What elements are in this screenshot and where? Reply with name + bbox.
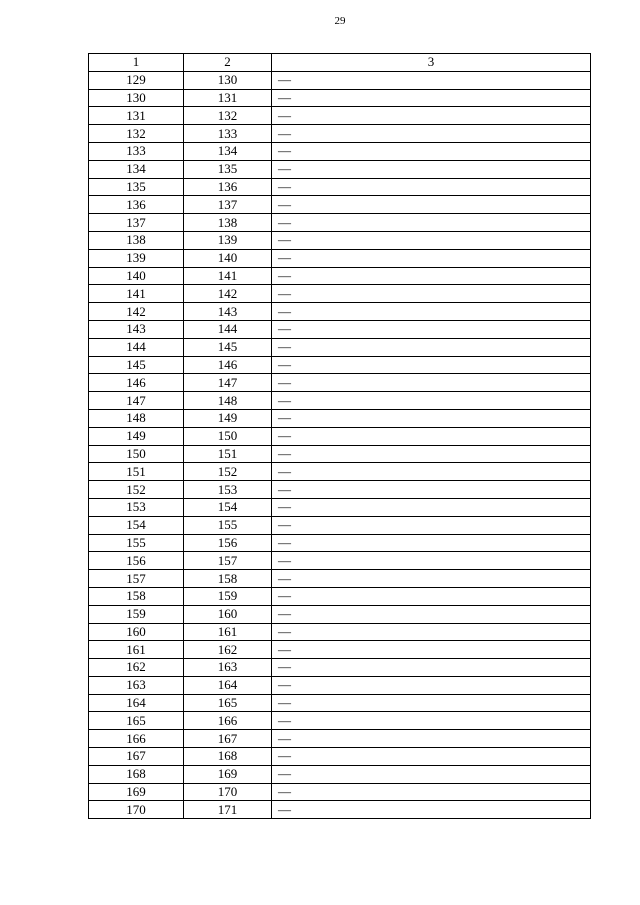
column-header-2: 2: [184, 54, 272, 72]
table-cell-col-1: 129: [89, 71, 184, 89]
table-cell-col-1: 166: [89, 730, 184, 748]
table-row: [89, 249, 591, 267]
table-cell-col-2: 130: [184, 71, 272, 89]
table-cell-col-3: —: [272, 160, 591, 178]
table-cell-col-1: 163: [89, 676, 184, 694]
table-cell-col-3: —: [272, 659, 591, 677]
data-table-container: [88, 53, 590, 819]
table-cell-col-2: 131: [184, 89, 272, 107]
table-cell-col-3: —: [272, 231, 591, 249]
table-cell-col-2: 141: [184, 267, 272, 285]
table-cell-col-2: 144: [184, 320, 272, 338]
table-cell-col-3: —: [272, 730, 591, 748]
table-cell-col-3: —: [272, 392, 591, 410]
table-cell-col-1: 147: [89, 392, 184, 410]
table-row: [89, 160, 591, 178]
table-cell-col-3: —: [272, 676, 591, 694]
table-cell-col-2: 157: [184, 552, 272, 570]
table-cell-col-2: 170: [184, 783, 272, 801]
table-cell-col-2: 139: [184, 231, 272, 249]
table-row: [89, 676, 591, 694]
table-cell-col-3: —: [272, 338, 591, 356]
table-cell-col-3: —: [272, 356, 591, 374]
table-cell-col-1: 170: [89, 801, 184, 819]
table-row: [89, 712, 591, 730]
table-cell-col-2: 145: [184, 338, 272, 356]
table-cell-col-3: —: [272, 445, 591, 463]
table-row: [89, 587, 591, 605]
table-row: [89, 463, 591, 481]
table-cell-col-1: 143: [89, 320, 184, 338]
table-cell-col-1: 138: [89, 231, 184, 249]
table-cell-col-3: —: [272, 427, 591, 445]
table-cell-col-3: —: [272, 748, 591, 766]
table-row: [89, 71, 591, 89]
table-row: [89, 552, 591, 570]
table-cell-col-3: —: [272, 71, 591, 89]
table-cell-col-2: 156: [184, 534, 272, 552]
table-row: [89, 89, 591, 107]
table-row: [89, 107, 591, 125]
table-cell-col-3: —: [272, 534, 591, 552]
table-cell-col-1: 160: [89, 623, 184, 641]
table-cell-col-1: 164: [89, 694, 184, 712]
table-cell-col-2: 152: [184, 463, 272, 481]
table-row: [89, 125, 591, 143]
table-cell-col-1: 169: [89, 783, 184, 801]
table-cell-col-1: 161: [89, 641, 184, 659]
table-cell-col-3: —: [272, 196, 591, 214]
table-header: [89, 54, 591, 72]
table-cell-col-1: 158: [89, 587, 184, 605]
column-header-1: 1: [89, 54, 184, 72]
table-cell-col-1: 144: [89, 338, 184, 356]
table-cell-col-3: —: [272, 463, 591, 481]
table-row: [89, 374, 591, 392]
table-cell-col-3: —: [272, 623, 591, 641]
table-cell-col-2: 135: [184, 160, 272, 178]
table-cell-col-3: —: [272, 125, 591, 143]
table-cell-col-3: —: [272, 801, 591, 819]
table-cell-col-3: —: [272, 481, 591, 499]
table-cell-col-2: 162: [184, 641, 272, 659]
table-row: [89, 783, 591, 801]
data-table: [88, 53, 591, 819]
column-header-3: 3: [272, 54, 591, 72]
table-cell-col-2: 165: [184, 694, 272, 712]
table-cell-col-2: 137: [184, 196, 272, 214]
table-cell-col-2: 148: [184, 392, 272, 410]
table-cell-col-3: —: [272, 765, 591, 783]
table-cell-col-1: 162: [89, 659, 184, 677]
table-cell-col-1: 136: [89, 196, 184, 214]
table-cell-col-3: —: [272, 178, 591, 196]
table-cell-col-1: 133: [89, 142, 184, 160]
table-cell-col-3: —: [272, 142, 591, 160]
table-cell-col-3: —: [272, 641, 591, 659]
table-cell-col-2: 136: [184, 178, 272, 196]
table-cell-col-3: —: [272, 374, 591, 392]
table-cell-col-1: 157: [89, 570, 184, 588]
table-cell-col-3: —: [272, 285, 591, 303]
table-cell-col-1: 135: [89, 178, 184, 196]
table-cell-col-1: 155: [89, 534, 184, 552]
table-cell-col-1: 139: [89, 249, 184, 267]
table-cell-col-2: 161: [184, 623, 272, 641]
table-cell-col-2: 147: [184, 374, 272, 392]
table-cell-col-2: 151: [184, 445, 272, 463]
table-row: [89, 214, 591, 232]
table-row: [89, 409, 591, 427]
table-cell-col-1: 159: [89, 605, 184, 623]
table-row: [89, 427, 591, 445]
table-row: [89, 196, 591, 214]
table-row: [89, 320, 591, 338]
table-row: [89, 623, 591, 641]
table-row: [89, 142, 591, 160]
table-cell-col-2: 142: [184, 285, 272, 303]
table-cell-col-3: —: [272, 712, 591, 730]
table-cell-col-3: —: [272, 587, 591, 605]
table-cell-col-2: 163: [184, 659, 272, 677]
table-row: [89, 178, 591, 196]
table-cell-col-3: —: [272, 320, 591, 338]
table-cell-col-3: —: [272, 107, 591, 125]
table-cell-col-1: 149: [89, 427, 184, 445]
table-cell-col-3: —: [272, 552, 591, 570]
table-row: [89, 534, 591, 552]
table-cell-col-1: 153: [89, 498, 184, 516]
table-row: [89, 231, 591, 249]
table-cell-col-1: 142: [89, 303, 184, 321]
table-cell-col-3: —: [272, 267, 591, 285]
table-cell-col-3: —: [272, 694, 591, 712]
table-cell-col-2: 168: [184, 748, 272, 766]
table-cell-col-3: —: [272, 303, 591, 321]
table-row: [89, 641, 591, 659]
table-cell-col-1: 165: [89, 712, 184, 730]
table-cell-col-1: 140: [89, 267, 184, 285]
table-row: [89, 765, 591, 783]
table-cell-col-1: 148: [89, 409, 184, 427]
table-cell-col-3: —: [272, 498, 591, 516]
table-cell-col-2: 158: [184, 570, 272, 588]
table-cell-col-2: 132: [184, 107, 272, 125]
header-row: [89, 54, 591, 72]
table-row: [89, 516, 591, 534]
table-cell-col-1: 168: [89, 765, 184, 783]
table-cell-col-1: 146: [89, 374, 184, 392]
table-cell-col-2: 143: [184, 303, 272, 321]
table-row: [89, 445, 591, 463]
table-row: [89, 392, 591, 410]
table-cell-col-1: 131: [89, 107, 184, 125]
table-row: [89, 267, 591, 285]
table-row: [89, 356, 591, 374]
table-cell-col-2: 140: [184, 249, 272, 267]
table-cell-col-2: 154: [184, 498, 272, 516]
table-row: [89, 570, 591, 588]
table-cell-col-2: 167: [184, 730, 272, 748]
table-cell-col-1: 134: [89, 160, 184, 178]
table-cell-col-1: 137: [89, 214, 184, 232]
table-cell-col-2: 171: [184, 801, 272, 819]
table-cell-col-3: —: [272, 570, 591, 588]
table-cell-col-3: —: [272, 89, 591, 107]
table-row: [89, 285, 591, 303]
table-row: [89, 605, 591, 623]
table-cell-col-2: 134: [184, 142, 272, 160]
table-cell-col-1: 132: [89, 125, 184, 143]
table-row: [89, 730, 591, 748]
table-cell-col-2: 153: [184, 481, 272, 499]
table-row: [89, 481, 591, 499]
table-cell-col-1: 151: [89, 463, 184, 481]
table-cell-col-2: 160: [184, 605, 272, 623]
table-cell-col-1: 150: [89, 445, 184, 463]
table-cell-col-1: 156: [89, 552, 184, 570]
table-cell-col-3: —: [272, 516, 591, 534]
table-row: [89, 748, 591, 766]
table-cell-col-2: 146: [184, 356, 272, 374]
table-cell-col-2: 149: [184, 409, 272, 427]
table-body: [89, 71, 591, 818]
table-cell-col-1: 130: [89, 89, 184, 107]
table-row: [89, 694, 591, 712]
table-row: [89, 659, 591, 677]
table-cell-col-2: 166: [184, 712, 272, 730]
table-cell-col-2: 164: [184, 676, 272, 694]
table-cell-col-3: —: [272, 409, 591, 427]
table-cell-col-2: 169: [184, 765, 272, 783]
table-cell-col-2: 138: [184, 214, 272, 232]
table-row: [89, 303, 591, 321]
table-cell-col-3: —: [272, 783, 591, 801]
table-cell-col-1: 145: [89, 356, 184, 374]
table-cell-col-1: 154: [89, 516, 184, 534]
page-number: 29: [334, 15, 346, 27]
table-cell-col-3: —: [272, 605, 591, 623]
table-cell-col-1: 167: [89, 748, 184, 766]
table-cell-col-2: 155: [184, 516, 272, 534]
table-row: [89, 801, 591, 819]
table-cell-col-3: —: [272, 214, 591, 232]
table-cell-col-2: 159: [184, 587, 272, 605]
table-cell-col-2: 133: [184, 125, 272, 143]
table-row: [89, 338, 591, 356]
table-cell-col-1: 152: [89, 481, 184, 499]
table-cell-col-3: —: [272, 249, 591, 267]
table-row: [89, 498, 591, 516]
table-cell-col-1: 141: [89, 285, 184, 303]
table-cell-col-2: 150: [184, 427, 272, 445]
